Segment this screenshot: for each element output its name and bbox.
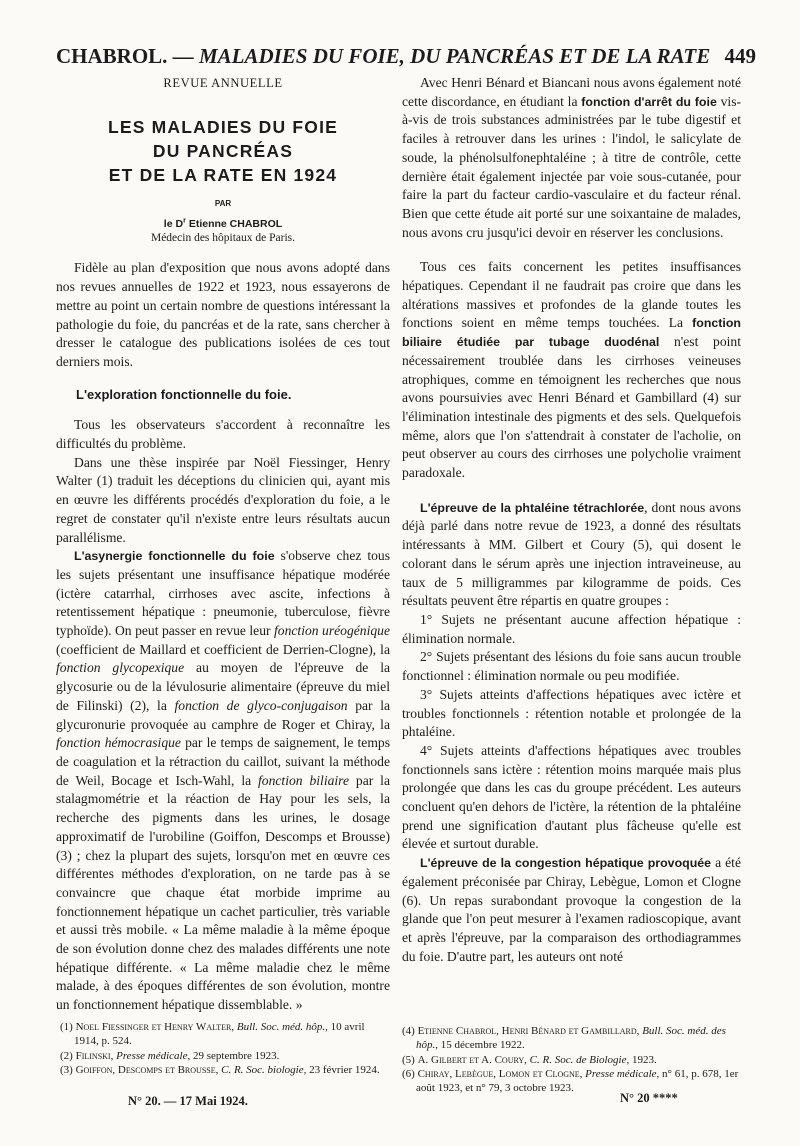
group-3: 3° Sujets atteints d'affections hépatiques avec ictère et troubles fonctionnels : rétention notable et prolongée de la phtaléine. — [402, 686, 741, 740]
footnote-5 — [402, 1053, 741, 1067]
text-span: n'est point nécessairement troublée dans les cirrhoses veineuses atrophiques, comme en témoignent les recherches que nous avons poursuivies avec Henri Bénard et Gambillard (4) sur l'élimination intestinale des pigments et des sels. Quelquefois même, alors que l'on s'attendrait à constater de l'acholie, on peut observer au cours des cirrhoses une polycholie vraiment paradoxale. — [402, 334, 741, 481]
paragraph-difficulties: Tous les observateurs s'accordent à reconnaître les difficultés du problème. — [56, 417, 390, 452]
footnote-journal: Presse médicale, — [116, 1049, 191, 1062]
italic-term: fonction glycopexique — [56, 660, 185, 676]
footnote-6 — [402, 1067, 741, 1096]
par-label: PAR — [214, 198, 232, 208]
footnote-ref: 1923. — [632, 1053, 657, 1066]
footnote-journal: C. R. Soc. biologie, — [221, 1063, 307, 1076]
fascicle-right: N° 20 **** — [620, 1091, 678, 1105]
text-span: , dont nous avons déjà parlé dans notre revue de 1923, a donné des résultats intéressants à MM. Gilbert et Coury (5), qui dosent le colorant dans le sérum après une injection intraveineuse, au taux de 5 milligrammes par kilogramme de poids. Ces résultats peuvent être répartis en quatre groupes : — [402, 499, 742, 609]
footnote-journal: Presse médicale, — [585, 1067, 660, 1080]
text-span: a été également préconisée par Chiray, Lebègue, Lomon et Clogne (6). Un repas surabondant provoque la congestion de la glande que l'on peut mesurer à l'examen radioscopique, avant et après l'épreuve, par la comparaison des orthodiagrammes du foie. D'autre part, les auteurs ont noté — [402, 855, 741, 964]
article-title — [56, 115, 390, 187]
italic-term: fonction uréogénique — [274, 623, 390, 639]
left-column — [56, 74, 390, 1015]
author-affiliation: Médecin des hôpitaux de Paris. — [150, 232, 296, 245]
footnote-number: (1) — [60, 1021, 73, 1033]
footnote-authors: Noel Fiessinger et Henry Walter, — [75, 1021, 235, 1033]
paragraph-congestion — [402, 854, 741, 966]
paragraph-fonction-arret — [402, 74, 741, 242]
footnote-authors: A. Gilbert et A. Coury, — [417, 1053, 527, 1066]
footnote-4 — [402, 1024, 741, 1053]
footnote-number: (4) — [402, 1025, 415, 1037]
text-span: s'observe chez tous les sujets présentant une insuffisance hépatique modérée (ictère catarrhal, cirrhoses avec ascite, infections à retentissement hépatique : pneumonie, tuberculose, fièvre typhoïde). On peut passer en revue leur — [56, 548, 390, 639]
paragraph-phtaleine — [402, 499, 741, 611]
text-span: par la glycuronurie provoquée au camphre de Roger et Chiray, la — [56, 697, 391, 732]
run-in-asynergie: L'asynergie fonctionnelle du foie — [74, 549, 275, 564]
bold-term: L'épreuve de la phtaléine tétrachlorée — [420, 500, 645, 515]
text-span: Avec Henri Bénard et Biancani nous avons également noté cette discordance, en étudiant la — [402, 75, 741, 109]
footnote-ref: 10 avril 1914, p. 524. — [74, 1021, 365, 1048]
author-sup: r — [183, 215, 186, 225]
footnote-ref: 29 septembre 1923. — [192, 1049, 280, 1062]
footnotes-left — [60, 1020, 390, 1077]
article-title-line-2: DU PANCRÉAS — [152, 140, 294, 161]
footnote-authors: Goiffon, Descomps et Brousse, — [75, 1063, 219, 1076]
intro-paragraph: Fidèle au plan d'exposition que nous avons adopté dans nos revues annuelles de 1922 et 1923, nous essayerons de mettre au point un certain nombre de questions intéressant la pathologie du foie, du pancréas et de la rate, sans chercher à dresser le catalogue des publications isolées de ces tout derniers mois. — [56, 260, 390, 369]
footnotes-right — [402, 1024, 741, 1095]
footnote-ref: 15 décembre 1922. — [440, 1039, 525, 1052]
author-name: Etienne CHABROL — [185, 218, 283, 231]
footnote-number: (2) — [60, 1049, 73, 1062]
italic-term: fonction biliaire — [258, 772, 350, 788]
section-heading: L'exploration fonctionnelle du foie. — [76, 386, 292, 402]
article-title-line-3: ET DE LA RATE EN 1924 — [108, 164, 338, 185]
footnote-number: (6) — [402, 1067, 415, 1080]
footnote-ref: 23 février 1924. — [309, 1063, 380, 1076]
text-span: au moyen de l'épreuve de la glycosurie ou de la lévulosurie alimentaire (épreuve du miel de Filinski) (2), la — [56, 660, 391, 713]
right-column — [402, 74, 741, 966]
author-prefix: le D — [163, 218, 184, 231]
italic-term: fonction de glyco-conjugaison — [174, 697, 348, 713]
text-span: par la stalagmométrie et la réaction de Hay pour les sels, la recherche des pigments dans les urines, le dosage approximatif de l'urobiline (Goiffon, Descomps et Brousse) (3) ; chez la plupart des sujets, lorsqu'on met en œuvre ces différentes méthodes d'exploration, on ne tarde pas à se convaincre que chaque état morbide imprime au fonctionnement hépatique un cachet particulier, très variable et aussi très mobile. « La même maladie à la même époque de son évolution donne chez des malades différents une note hépatique différente. « La même maladie chez le même malade, à des époques différentes de son évolution, montre un fonctionnement hépatique dissemblable. » — [56, 772, 390, 1013]
page-number: 449 — [724, 44, 756, 68]
footnote-journal: Bull. Soc. méd. des hôp., — [416, 1025, 726, 1052]
bold-term: fonction biliaire étudiée par tubage duodénal — [402, 316, 741, 350]
footnote-ref: n° 61, p. 678, 1er août 1923, et n° 79, 3 octobre 1923. — [416, 1067, 739, 1095]
footnote-number: (5) — [402, 1053, 415, 1066]
paragraph-petites-insuffisances — [402, 258, 741, 482]
group-1: 1° Sujets ne présentant aucune affection hépatique : élimination normale. — [402, 611, 741, 646]
paragraph-asynergie — [56, 547, 390, 1015]
footnote-journal: Bull. Soc. méd. hôp., — [236, 1021, 328, 1033]
footnote-authors: Filinski, — [75, 1049, 114, 1062]
text-span: Tous ces faits concernent les petites insuffisances hépatiques. Cependant il ne faudrait pas croire que dans les altérations massives et profondes de la glande toutes les fonctions soient en même temps touchées. La — [402, 259, 741, 331]
text-span: par le temps de saignement, le temps de coagulation et la rétraction du caillot, suivant la méthode de Weil, Bocage et Isch-Wahl, la — [56, 735, 390, 788]
text-span: (coefficient de Maillard et coefficient de Derrien-Clogne), la — [56, 641, 390, 657]
footnote-1 — [60, 1020, 390, 1049]
italic-term: fonction hémocrasique — [56, 735, 181, 751]
bold-term: fonction d'arrêt du foie — [581, 94, 717, 109]
footnote-authors: Chiray, Lebègue, Lomon et Clogne, — [417, 1067, 583, 1080]
footnote-authors: Etienne Chabrol, Henri Bénard et Gambillard, — [417, 1025, 640, 1037]
rubric: REVUE ANNUELLE — [163, 76, 283, 90]
fascicle-left: N° 20. — 17 Mai 1924. — [128, 1094, 248, 1108]
bold-term: L'épreuve de la congestion hépatique provoquée — [420, 856, 712, 871]
footnote-3 — [60, 1063, 390, 1077]
group-2: 2° Sujets présentant des lésions du foie sans aucun trouble fonctionnel : élimination normale ou peu modifiée. — [402, 649, 741, 684]
footnote-journal: C. R. Soc. de Biologie, — [529, 1053, 630, 1066]
running-head — [56, 44, 756, 69]
author-line — [56, 217, 390, 231]
group-4: 4° Sujets atteints d'affections hépatiques avec troubles fonctionnels sans ictère : rétention moins marquée mais plus prolongée que dans les cas du groupe précédent. Les auteurs concluent qu'en dehors de l'ictère, la rétention de la phtaléine prend une signification d'autant plus fâcheuse qu'elle est élevée et surtout durable. — [402, 742, 741, 852]
footnote-2 — [60, 1049, 390, 1063]
running-head-title: MALADIES DU FOIE, DU PANCRÉAS ET DE LA RATE — [198, 44, 711, 68]
article-title-line-1: LES MALADIES DU FOIE — [107, 116, 339, 137]
text-span: vis-à-vis de trois substances administrées par le tube digestif et faciles à retrouver dans les urines : l'indol, le salicylate de soude, la phénolsulfonephtaléine ; à titre de contrôle, cette dernière était également injectée par voie sous-cutanée, pour faire la part du facteur cardio-vasculaire et du facteur rénal. Bien que cette étude ait porté sur une soixantaine de malades, nous avons cru jusqu'ici devoir en réserver les conclusions. — [402, 93, 742, 240]
paragraph-walter-thesis: Dans une thèse inspirée par Noël Fiessinger, Henry Walter (1) traduit les déceptions du clinicien qui, ayant mis en œuvre les différents procédés d'exploration du foie, a le regret de constater qu'il n'existe entre leurs résultats aucun parallélisme. — [56, 454, 390, 545]
running-head-author: CHABROL. — — [56, 44, 194, 68]
footnote-number: (3) — [60, 1063, 73, 1076]
